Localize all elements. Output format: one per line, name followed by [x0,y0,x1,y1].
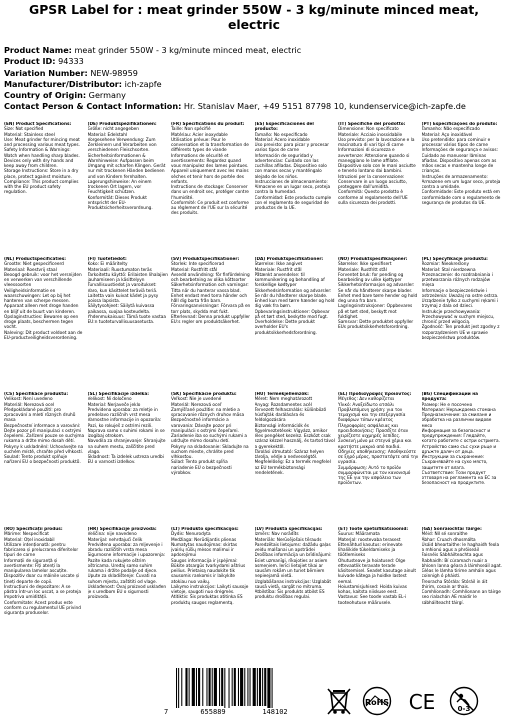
spec-cell-title: (PT) Especificações do produto: [421,122,498,127]
spec-cell-line: Comhlíonadh: Comhlíonann an táirge seo rialachán AE maidir le sábháilteacht táirgí. [421,590,501,606]
spec-cell-line: Matériau: Acier inoxydable [171,132,228,138]
spec-cell-line: Съответствие: Този продукт отговаря на регламента на ЕС за безопасност на продуктите. [421,470,497,487]
spec-cell-line: Utilisation prévue: Pour le conversation et la transformation de différents types de viande [171,137,249,154]
spec-cell-line: Predviđena uporaba: za mljevenje i obradu različitih vrsta mesa [87,542,163,553]
spec-cell-line: Tervezett felhasználás: különböző húsfajták darálására és feldolgozására [254,407,327,424]
spec-cell-line: Ohutusteave ja hoiatused: Olge ettevaatlik teravate terade käsitsemisel. Seadet kasutage ainult kuivade kätega ja hoidke lastest eemal. [338,558,417,585]
spec-cell [88,527,169,658]
spec-cell-line: Sikkerhetsinformasjon og advarsler: Se når du håndterer skarpe blader. Enhet med bare tørre hender og hold deg unna fra barn. [338,283,418,304]
spec-cell [4,392,85,523]
spec-cell-line: Úsáid bheartaithe: le haghaidh feola a mhionú agus a phróiseáil [421,542,500,553]
spec-cell-line: Navodila za shranjevanje: Shranjujte na suhem mestu, zaščitite pred vlago. [87,439,166,455]
barcode-bar [219,668,220,706]
info-manufacturer: Manufacturer/Distributor: ich-zapfe [4,78,162,89]
barcode-bar [202,668,203,706]
barcode-bar [240,668,243,706]
barcode-bar [257,668,258,706]
spec-cell [255,257,336,388]
spec-cell-line: Conformità: Questo prodotto è conforme al regolamento dell'UE sulla sicurezza dei prodotti. [338,190,408,206]
spec-cell [422,392,503,523]
spec-cell-line: Προβλεπόμενη χρήση: για τον τεμαχισμό και την επεξεργασία διαφόρων τύπων κρέατος [338,407,406,424]
spec-cell-line: Size: Not specified [4,127,44,133]
spec-cell-line: Informazioni di sicurezza e avvertenze: Attenzione quando si maneggiano le lame affilate. Dispositivo solo con le mani asciutte e tenerlo lontano dai bambini. [338,148,416,175]
spec-cell [422,527,503,658]
spec-cell-line: Faisnéis Sábháilteachta agus Rabhaidh: Bí cúramach nuair a bhíonn lanna géara á láimhseáil agat. Gléas le lámha tirime amháin agus coinnigh ó pháistí. [421,553,502,580]
spec-cell-line: Uzglabāšanas instrukcijas: Uzglabāt sausā vietā, sargāt no mitruma. [254,579,332,590]
spec-cell-title: (SL) Specifikacije izdelka: [87,392,149,397]
age-warning-icon [447,686,481,720]
spec-cell-line: Material: Edelstahl [87,132,128,138]
weee-bin-icon [326,686,352,720]
spec-cell [422,122,503,253]
spec-cell-line: Vastavus: See toode vastab EL-i tooteohutuse määrusele. [338,595,407,606]
barcode-bar [192,668,195,706]
spec-cell-line: Use: Meat grinder for mincing meat and processing various meat types. [4,137,80,148]
spec-cell-title: (NL) Productspecificaties: [4,257,66,262]
spec-cell-line: Veiligheidsinformatie en waarschuwingen: Let op bij het hanteren van scherpe messen. Apparaat alleen met droge handen en blijf uit de buurt van kinderen. [4,288,79,315]
barcode-bar [232,668,233,706]
barcode-bar [238,668,239,706]
spec-cell-line: Súlad: Tento produkt spĺňa nariadenie EÚ o bezpečnosti výrobkov. [171,460,232,476]
spec-cell-line: Drošības informācija un brīdinājumi: Esiet uzmanīgi, rīkojoties ar asiem asmeņiem. Ierīci lietojiet tikai ar sausām rokām un turiet bērniem nepieejamā vietā. [254,553,332,580]
spec-cell [338,122,419,253]
spec-cell-title: (RO) Specificații produs: [4,527,63,532]
spec-cell-line: Beoogd gebruik: voor het versnijden en verwerken van verschillende vleessoorten [4,272,82,289]
barcode-bar [244,668,245,706]
spec-cell-line: Turvallisuustiedot ja varoitukset: Varo, kun käsittelet teräviä teriä. Laitetta vain kuivat kädet ja pysy poissa lapsista. [87,283,159,304]
spec-cell-line: Materijal: nehrđajući čelik [87,537,143,543]
barcode-bar [206,668,207,706]
product-info [4,45,508,113]
spec-cell [338,392,419,523]
spec-cell-line: Safety Information & Warnings: Watch when handling sharp blades. Devices only with dry hands and keep away from children. [4,148,80,169]
spec-cell-line: Bezpečnostní informace a varování: Dejte pozor při manipulaci s ostrými čepelemi. Zařízení pouze se suchýma rukama a držte mimo dosah dětí. [4,423,85,445]
spec-cell [171,392,252,523]
info-product-name: Product Name: meat grinder 550W - 3 kg/minute minced meat, electric [4,45,302,55]
spec-cell-line: Material: Rostfritt stål [171,267,218,273]
info-contact: Contact Person & Contact Information: Hr. Stanislav Maer, +49 5151 87798 10, kundenservice@ich-zapfe.de [4,101,466,112]
spec-cell-line: Ettenähtud kasutus: erinevate lihaliikide tükeldamiseks ja töötlemiseks [338,542,403,559]
spec-cell-line: Velikost: Není uvedeno [4,397,53,403]
spec-cell-line: Skladnost: Ta izdelek ustreza uredbi EU o varnosti izdelkov. [87,455,164,466]
spec-cell-line: Størrelse: Ikke angivet [254,262,303,268]
spec-cell-line: Zamýšľané použitie: na mletie a spracovanie rôznych druhov mäsa [171,407,245,418]
spec-cell-line: Materiał: Stal nierdzewna [421,267,476,273]
spec-cell-line: Velikost: Ni določeno [87,397,132,403]
spec-cell-line: Storage Instructions: Store in a dry place, protect against moisture. [4,169,79,180]
spec-cell-line: Información de seguridad y advertencias: Cuidado con las cuchillas afiladas. Dispositivo solo con manos secas y manténgalo alejado de los niños. [254,153,327,180]
spec-cell-line: Μέγεθος: Δεν καθορίζεται [338,397,395,403]
barcode-bar [196,668,197,706]
spec-cell-line: Tamaño: No especificado [254,132,308,138]
spec-cell-line: Informații de siguranță și avertismente: Fiți atenți la manipularea lamelor ascuțite. Dispozitiv doar cu mâinile uscate și țineți departe de copii. [4,558,80,585]
spec-cell-line: Dydis: Nenurodyta [171,532,211,538]
spec-cell [338,257,419,388]
spec-cell-line: Anyag: Rozsdamentes acél [254,402,312,408]
spec-cell-line: Mărime: Nespecificat [4,532,49,538]
spec-cell-line: Utilizare intenționată: pentru fabricarea și prelucrarea diferitelor tipuri de carne [4,542,79,559]
spec-cell [4,257,85,388]
spec-cell-line: Naleving: Dit product voldoet aan de EU-productveiligheidsverordening. [4,330,83,341]
spec-cell-line: Информация за безопасност и предупреждения: Гледайте, когато работите с остри остриета. Устройство само със сухи ръце и дръжте далеч от деца. [421,428,500,455]
barcode-bar [247,668,248,706]
spec-cell-line: Uso previsto: per la lavorazione e la macinatura di vari tipi di carne [338,137,415,148]
spec-cell-title: (EN) Product Specifications: [4,122,72,127]
spec-cell-line: Przeznaczenie: do rozdrabniania i przetwarzania różnych rodzajów mięsa [421,272,493,289]
spec-cell-line: Informations de sécurité et avertissements: Regardez quand vous manipulez des lames pointues. Appareil uniquement avec les mains sèches et tenir hors de portée des enfants. [171,153,249,185]
spec-cell-line: Izmērs: Nav norādīts [254,532,299,538]
spec-cell-line: Tarkoitettu käyttö: Erilaisten lihalajien jauhamiseen ja käsittelyyn [87,272,168,283]
spec-cell-line: Размер: Не е посочено [421,402,473,408]
barcode-bar [176,668,177,708]
spec-cell-line: Materjal: roostevaba terasest [338,537,401,543]
spec-cell-line: Koko: Ei määritelty [87,262,128,268]
spec-cell-line: Yhdenmukaisuus: Tämä tuote vastaa EU:n tuoteturvallisuusasetusta. [87,314,167,325]
spec-cell-title: (ET) Toote spetsifikatsioonid: [338,527,409,532]
barcode-left-digit: 7 [164,708,169,716]
spec-cell-line: Υλικό: Ανοξείδωτο ατσάλι [338,402,394,408]
barcode-bar [229,668,230,708]
spec-cell-line: Förvaringsanvisningar: Förvara på en torr plats, skydda mot fukt. [171,304,251,315]
barcode-bar [264,668,266,706]
info-product-id: Product ID: 94333 [4,56,84,67]
barcode-bar [272,668,273,708]
spec-cell-line: Ábhar: Cruach dhosmálta [421,537,476,543]
info-variation-number: Variation Number: NEW-98959 [4,67,138,78]
spec-cell-line: Предназначение: за смилане и обработка на различни видове месо [421,413,492,429]
barcode-bar [209,668,211,706]
spec-cell-line: Pokyny na skladovanie: Skladujte na suchom mieste, chráňte pred vlhkosťou. [171,444,249,460]
spec-cell-line: Pokyny k uskladnění: Uchovávejte na suchém místě, chraňte před vlhkostí. [4,444,84,455]
barcode-bar [212,668,213,706]
spec-cell-line: Opbevaringsinstruktioner: Opbevar på et tørt sted, beskytte mod fugt. [254,309,330,320]
info-country: Country of Origin: Germany [4,90,126,101]
spec-cell-line: Upute za skladištenje: Čuvati na suhom mjestu, zaštititi od vlage. [87,574,157,585]
barcode-right-digits: 148102 [262,708,288,716]
spec-cell-line: Atbilstība: Šis produkts atbilst ES produktu drošības regulai. [254,590,325,601]
spec-cell-line: Megfelelőség: Ez a termék megfelel az EU termékbiztonsági rendeletének. [254,460,331,476]
spec-cell-line: Sigurnosne informacije i upozorenja: Pazite kada rukujete oštrim oštricama. Uređaj samo suhim rukama i držite podalje od djece. [87,553,166,574]
barcode-bar [214,668,217,706]
spec-cell-line: Instructions de stockage: Conserver dans un endroit sec, protéger contre l'humidité. [171,185,249,201]
spec-cell [4,122,85,253]
label-title: GPSR Label for : meat grinder 550W - 3 kg/minute minced meat, electric [29,2,479,32]
spec-cell-line: Πληροφορίες ασφάλειας και προειδοποιήσεις: Προσέξτε όταν χειρίζεστε αιχμηρές λεπίδες. Συσκευή μόνο με στεγνά χέρια και κρατήστε μακριά από παιδιά. [338,423,412,450]
spec-cell [171,122,252,253]
spec-cell [255,122,336,253]
spec-cell [171,527,252,658]
spec-cell-line: Forventet bruk: for pending og bearbeiding av ulike kjøttyper [338,272,404,283]
spec-cell-title: (NO) Produktspesifikasjoner: [338,257,408,262]
spec-cell-line: Veľkosť: Nie je uvedené [171,397,222,403]
spec-cell-line: Hoiustamisjuhised: Hoida kuivas kohas, kaitsta niiskuse eest. [338,584,407,595]
spec-cell-line: Predvidena uporaba: za mletje in predelavo različnih vrst mesa [87,407,158,418]
spec-cell [255,392,336,523]
spec-cell-title: (EL) Προδιαγραφές προϊόντος: [338,392,412,397]
spec-cell-line: Sicherheitsinformationen & Warnhinweise: Aufpassen beim Umgang mit scharfen Klingen. Gerät nur mit trockenen Händen bedienen und von Kindern fernhalten. [87,153,166,180]
spec-cell-line: Avsedd användning: för finfördelning och bearbetning av olika köttsorter [171,272,250,283]
barcode-mid-digits: 655889 [200,708,226,716]
spec-cell-line: Méid: Níl sé sonraithe [421,532,468,538]
spec-cell-line: Méret: Nem meghatározott [254,397,313,403]
spec-cell-line: Material: Stainless steel [4,132,55,138]
spec-cell-line: Sikkerhedsinformation og advarsler: Se når du håndterer skarpe blade. Enhed kun med tørre hænder og hold dig væk fra børn. [254,288,335,310]
spec-cell-line: Uso pretendido: para cominuir e processar vários tipos de carne [421,137,491,148]
spec-cell-line: Materiaal: Roestvrij staal [4,267,57,273]
spec-cell-title: (DE) Produktspezifikationen: [87,122,157,127]
rohs-badge-icon [356,686,398,720]
spec-cell-title: (SK) Špecifikácie produktu: [171,392,237,397]
barcode-bar [198,668,200,706]
spec-cell-line: Treoracha Stórála: Stóráil in áit thirim, cosain ar thais. [421,579,488,590]
spec-cell-line: Uso previsto: para picar y procesar varios tipos de carne [254,143,329,154]
spec-cell-line: Rozmiar: Nieokreślony [421,262,469,268]
spec-cell-line: Material: Acero inoxidable [254,137,310,143]
barcode-bar [234,668,236,706]
spec-cell-line: Συμμόρφωση: Αυτό το προϊόν συμμορφώνεται με τον κανονισμό της ΕΕ για την ασφάλεια των προϊόντων. [338,465,411,487]
spec-cell-line: Numatytas naudojimas: skirtas įvairių rūšių mėsos malimui ir apdorojimui [171,542,238,559]
spec-cell-line: Conformidad: Este producto cumple con el reglamento de seguridad de productos de la UE. [254,195,332,211]
barcode-bar [178,668,179,708]
spec-cell-line: Säkerhetsinformation och varningar: Titta när du hanterar vassa blad. Enhet endast med torra händer och håll dig borta från barn. [171,283,249,304]
barcode-bar [221,668,223,706]
spec-cell-line: Opslaginstructies: Bewaren op een droge plaats, beschermen tegen vocht. [4,314,79,331]
spec-cell-line: Grootte: Niet gespecificeerd [4,262,64,268]
spec-cell-line: Paredzētais lietojums: dažādu gaļas veidu malšanai un apstrādei [254,542,331,553]
spec-cell-line: Compliance: This product complies with the EU product safety regulation. [4,179,79,196]
barcode-bar [253,668,256,706]
spec-cell-title: (IT) Specifiche del prodotto: [338,122,406,127]
spec-cell-line: Laikymo instrukcijos: Laikyti sausoje vietoje, saugoti nuo drėgmės. [171,584,249,595]
ce-label: CE [408,690,436,714]
spec-cell-line: Instrucțiuni de depozitare: A se păstra într-un loc uscat, a se proteja împotriva umidității. [4,584,82,601]
spec-cell-line: Konformität: Dieses Produkt entspricht der EU-Produktsicherheitsverordnung. [87,195,153,211]
spec-cell-line: Materiál: Nerezová oceľ [171,402,222,408]
ce-mark-icon [402,686,442,720]
spec-cell [88,392,169,523]
spec-cell-line: Størrelse: Ikke spesifisert [338,262,392,268]
spec-cell-line: Tamanho: Não especificado [421,127,480,133]
spec-cell-line: Informações de segurança e avisos: Cuidado ao manusear lâminas afiadas. Dispositivo apenas com as mãos secas e mantenha longe de crianças. [421,148,499,175]
spec-cell-title: (LV) Produkta specifikācijas: [254,527,323,532]
rohs-label: RoHS [364,698,390,707]
spec-cell-line: Medžiaga: Nerūdijantis plienas [171,537,237,543]
spec-cell-line: Instruções de armazenamento: Armazene em um lugar seco, proteja contra a umidade. [421,174,501,190]
spec-cell-line: Tárolási útmutató: Száraz helyen tárolja, védje a nedvességtől. [254,449,325,460]
spec-cell-line: Samsvar: Dette produktet oppfyller EUs produktsikkerhetsforordning. [338,320,414,331]
spec-cell-line: Conformitate: Acest produs este conform cu regulamentul UE privind siguranța produselor. [4,600,81,616]
spec-cell-line: Instrucciones de almacenamiento: Almacene en un lugar seco, proteja contra la humedad. [254,179,331,196]
spec-cell-title: (HR) Specifikacije proizvoda: [87,527,157,532]
barcode-bar [262,668,263,706]
spec-cell-line: Materiaali: Ruostumaton teräs [87,267,152,273]
spec-cell-title: (SV) Produktspecifikationer: [171,257,240,262]
spec-cell [422,257,503,388]
spec-cell-line: Overholdelse: Dette produkt overholder EU's produktsikkerhedsforordning. [254,320,317,336]
spec-cell-line: Storlek: Inte specificerad [171,262,225,268]
spec-cell-line: Atitiktis: Šis produktas atitinka ES produktų saugos reglamentą. [171,595,243,606]
spec-cell-line: Varnostne informacije in opozorila: Pazi, ko rokuješ z ostrimi rezili. Naprava samo s suhimi rokami in se izogibaj otrokom. [87,418,165,439]
spec-cell-title: (ES) Especificaciones del producto: [254,122,314,133]
spec-cell-line: Vorgesehene Verwendung: Zum Zerkleinern und Verarbeiten von verschiedenen Fleischsorten. [87,137,157,154]
spec-cell-title: (LT) Produkto specifikacijos: [171,527,239,532]
spec-cell-line: Conformité: Ce produit est conforme au règlement de l'UE sur la sécurité des produits. [171,200,249,217]
barcode-bar [189,668,190,706]
specifications-grid [4,122,505,662]
spec-cell-title: (HU) Termékjellemzők: [254,392,309,397]
spec-cell-line: Předpokládané použití: pro zpracování a mletí různých druhů masa [4,407,76,424]
spec-cell-line: Bezpečnostné informácie a varovania: Dávajte pozor pri manipulácii s ostrými čepeľami. Zariadenie iba so suchými rukami a udržujte mimo dosahu detí. [171,418,248,445]
spec-cell-line: Οδηγίες αποθήκευσης: Αποθηκεύστε σε ξηρό μέρος, προστατέψτε από την υγρασία. [338,449,419,466]
spec-cell-line: Conformidade: Este produto está em conformidade com o regulamento de segurança de produtos da UE. [421,190,501,206]
spec-cell-line: Zgodność: Ten produkt jest zgodny z rozporządzeniem UE w sprawie bezpieczeństwa produktów. [421,325,500,341]
spec-cell-line: Materiale: Rustfritt stål [338,267,387,273]
spec-cell [338,527,419,658]
spec-cell-title: (FR) Spécifications du produit: [171,122,245,127]
spec-cell-line: Инструкции за съхранение: Съхранявайте на сухо място, защитете от влага. [421,455,488,471]
spec-cell-line: Istruzioni per la conservazione: Conservare in un luogo asciutto, proteggere dall'umidità. [338,174,407,190]
spec-cell-line: Veličina: nije navedeno [87,532,137,538]
spec-cell-line: Dimensione: Non specificato [338,127,399,133]
spec-cell-title: (FI) Tuotetiedot: [87,257,127,262]
spec-cell-line: Saugos informacija ir įspėjimai: Būkite atsargūs tvarkydami aštrius peilius. Prietaisą naudokite tik sausomis rankomis ir laikykite atokiau nuo vaikų. [171,558,246,585]
spec-cell-line: Material: Nerjaveče jeklo [87,402,141,408]
barcode-bars [168,668,318,708]
spec-cell-line: Efterlevnad: Denna produkt uppfyller EU:s regler om produktsäkerhet. [171,314,251,325]
spec-cell-line: Soulad: Tento produkt splňuje nařízení EU o bezpečnosti produktů. [4,455,81,466]
spec-cell-line: Lagerungshinweise: An einem trockenen Ort lagern, vor Feuchtigkeit schützen. [87,179,152,196]
barcode-bar [250,668,251,706]
spec-cell-title: (PL) Specyfikacje produktu: [421,257,488,262]
barcode-bar [185,668,187,706]
barcode-bar [224,668,225,708]
barcode-bar [259,668,261,706]
barcode-bar [181,668,182,706]
spec-cell-title: (GA) Sonraíochtaí Táirge: [421,527,482,532]
spec-cell-line: Suurus: Määramata [338,532,380,538]
spec-cell-title: (DA) Produktspecifikationer: [254,257,324,262]
spec-cell-line: Biztonsági információk és figyelmeztetések: Vigyázz, amikor éles pengéket kezelsz. Eszközt csak száraz kézzel használj, és tartsd távol a gyerekektől. [254,423,335,450]
spec-cell-line: Materiál: Nerezová ocel [4,402,55,408]
spec-cell-line: Taille: Non spécifié [171,127,211,133]
spec-cell-line: Påtænkt anvendelse: til kommunikering og behandling af forskellige kødtyper [254,272,325,289]
spec-cell-line: Usklađenost: Ovaj proizvod usklađen je s uredbom EU o sigurnosti proizvoda. [87,584,167,601]
barcode [164,668,318,716]
spec-cell-line: Instrukcje przechowywania: Przechowywać w suchym miejscu, chronić przed wilgocią. [421,309,495,325]
age-label: 0-3 [457,705,471,713]
spec-cell [88,257,169,388]
spec-cell-line: Material: Aço inoxidável [421,132,473,138]
spec-cell-line: Materiāls: Nerūsējošais tērauds [254,537,322,543]
spec-cell [4,527,85,658]
spec-cell-line: Größe: nicht angegeben [87,127,139,133]
spec-cell-line: Material: Oțel inoxidabil [4,537,55,543]
spec-cell-title: (BG) Спецификации на продукта: [421,392,478,403]
spec-cell [255,527,336,658]
spec-cell [171,257,252,388]
spec-cell-line: Lagringsinstruksjoner: Oppbevares på et tørt sted, beskytt mot fuktighet. [338,304,413,320]
spec-cell-line: Materiale: Rustfrit stål [254,267,302,273]
spec-cell-line: Materiale: Acciaio inossidabile [338,132,403,138]
spec-cell-line: Säilytysohjeet: Säilytä kuivassa paikassa, suojaa kosteudelta. [87,304,155,315]
spec-cell [88,122,169,253]
spec-cell-line: Informacje o bezpieczeństwie i ostrzeżenia: Uważaj na ostre ostrza. Urządzenie tylko z suchymi rękami i trzymaj z dala od dzieci. [421,288,499,310]
barcode-bar [267,668,270,708]
spec-cell-title: (CS) Specifikace produktu: [4,392,69,397]
spec-cell-line: Материал: Неръждаема стомана [421,407,496,413]
